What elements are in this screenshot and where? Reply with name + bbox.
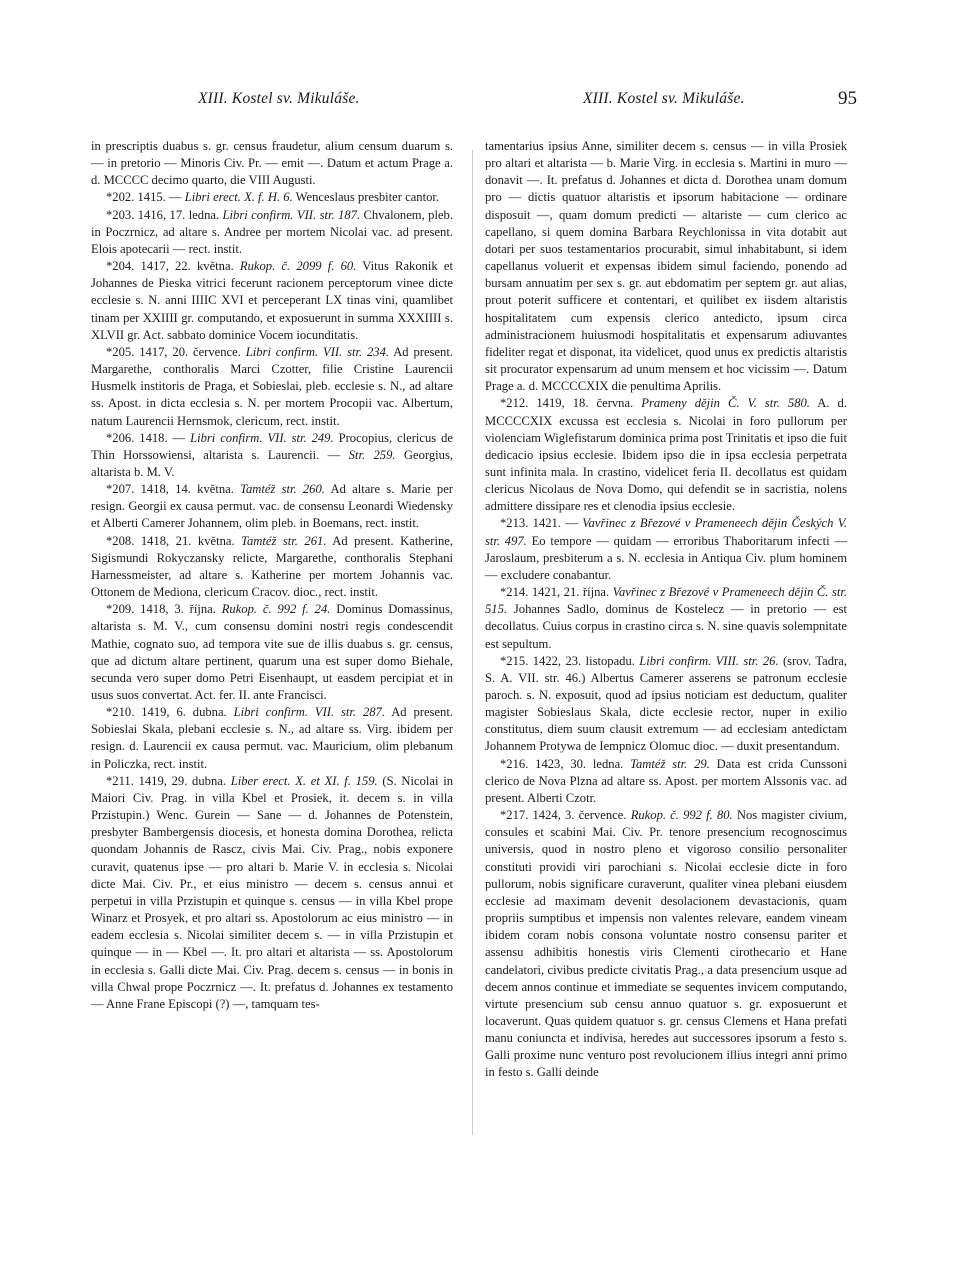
paragraph-p205 xyxy=(91,344,453,430)
text-run: (srov. Tadra, S. A. VII. str. 46.) Albertus Camerer asserens se patronum ecclesie paroch. s. N. exposuit, quod ad ipsius noticiam est deductum, qualiter magister Sobieslaus Skala, dicte ecclesie rector, nuper in exilio constitutus, diem suum clausit extremum — ad ecclesiam antedictam Johannem Protywa de Iempnicz Olomuc dioc. — duxit presentandum. xyxy=(485,653,847,754)
source-citation: Rukop. č. 2099 f. 60. xyxy=(239,259,357,274)
text-run: *217. 1424, 3. července. xyxy=(500,808,631,823)
column-divider xyxy=(472,150,473,1135)
text-run: *216. 1423, 30. ledna. xyxy=(500,756,631,771)
text-run: *211. 1419, 29. dubna. xyxy=(106,773,231,788)
paragraph-p215 xyxy=(485,653,847,756)
paragraph-p213 xyxy=(485,515,847,584)
paragraph-p214 xyxy=(485,584,847,653)
running-head-left: XIII. Kostel sv. Mikuláše. xyxy=(198,90,360,107)
paragraph-p209 xyxy=(91,601,453,704)
paragraph-p203 xyxy=(91,207,453,258)
text-run: in prescriptis duabus s. gr. census fraudetur, alium censum duarum s. — in pretorio — Minoris Civ. Pr. — emit —. Datum et actum Prage a. d. MCCCC decimo quarto, die VIII Augusti. xyxy=(91,139,453,188)
paragraph-p217 xyxy=(485,807,847,1082)
source-citation: Vavřinec z Březové v Prameneech dějin Č. str. 515. xyxy=(485,585,847,617)
text-run: *206. 1418. — xyxy=(106,430,191,445)
paragraph-p216 xyxy=(485,756,847,807)
paragraph-p212 xyxy=(485,395,847,515)
paragraph-p202 xyxy=(91,189,453,206)
source-citation: Tamtéž str. 260. xyxy=(240,482,325,497)
source-citation: Tamtéž str. 29. xyxy=(630,756,710,771)
source-citation: Rukop. č. 992 f. 80. xyxy=(630,808,733,823)
text-run: (S. Nicolai in Maiori Civ. Prag. in villa Kbel et Prosiek, it. decem s. in villa Przistupin.) Wenc. Gurein — Sane — d. Johannes de Potenstein, presbyter Bambergensis diocesis, et honesta domina Dorothea, relicta quondam Johannis de Rascz, civis Mai. Civ. Prag., nobis exponere curavit, quatenus ipse — pro altari b. Marie V. in ecclesia s. Nicolai dicte Mai. Civ. Pr., et eius ministro — decem s. census annui et perpetui in villa Przistupin et quinque s. census — in villa Kbel prope Winarz et Prosyek, et pro altari ss. Apostolorum ac eius ministro — in eadem ecclesia s. Nicolai similiter decem s. — in villa Przistupin et quinque — in — Kbel —. It. pro altari et altarista — ss. Apostolorum in ecclesia s. Galli dicte Mai. Civ. Prag. decem s. census — in bonis in villa Chwal prope Poczrnicz —. It. prefatus d. Johannes ex testamento — Anne Frane Episcopi (?) —, tamquam tes- xyxy=(91,773,454,1011)
text-run: Wenceslaus presbiter cantor. xyxy=(292,190,440,205)
text-run: Ad present. Sobieslai Skala, plebani ecclesie s. N., ad altare ss. Virg. ibidem per resign. d. Laurencii ex causa permut. vac. Mauricium, olim plebanum in Policzka, rect. instit. xyxy=(91,705,453,771)
right-text-column xyxy=(485,138,847,1082)
source-citation: Libri confirm. VII. str. 187. xyxy=(222,207,361,222)
source-citation: Libri confirm. VII. str. 287. xyxy=(233,705,385,720)
running-head-right: XIII. Kostel sv. Mikuláše. xyxy=(583,90,745,107)
text-run: *209. 1418, 3. října. xyxy=(106,602,222,617)
text-run: Chvalonem, pleb. in Poczrnicz, ad altare s. Andree per mortem Nicolai vac. ad present. Elois apotecarii — rect. instit. xyxy=(91,207,453,256)
text-run: Ad present. Margarethe, conthoralis Marci Czotter, filie Cristine Laurencii Husmelk institoris de Praga, et Sobieslai, pleb. ecclesie s. N., ad altare ss. Apost. in dicta ecclesia s. N. per mortem Procopii vac. Albertum, natum Laurencii Hernsmok, clericum, rect. instit. xyxy=(91,344,453,428)
text-run: tamentarius ipsius Anne, similiter decem s. census — in villa Prosiek pro altari et altarista — b. Marie Virg. in ecclesia s. Martini in muro — donavit —. It. prefatus d. Johannes et dicta d. Dorothea unam domum pro — dictis quatuor altaristis et ipsorum habitacione — ordinare disposuit —, quam domum predicti — altariste — cum clerico ac capellano, si quem domina Barbara Reychlonissa in vita dotabit aut dotari per suos testamentarios procurabit, simul inhabitabunt, si idem capellanus voluerit et expensas ibidem simul faciendo, ponendo ad bursam annuatim per sex s. gr. aut ebdomatim per septem gr. aut alias, prout poterit sufficere et contentari, et quilibet ex iisdem altaristis hospitalitatem cum expensis clerico antedicto, ipsum circa administracionem huiusmodi hospitalitatis et expensarum adiuvantes fideliter regat et disponat, ita videlicet, quod unus ex predictis altaristis sit procurator expensarum ad unum mensem et hoc vicissim —. Datum Prage a. d. MCCCCXIX die penultima Aprilis. xyxy=(485,139,847,394)
page-number: 95 xyxy=(838,88,857,109)
text-run: Johannes Sadlo, dominus de Kostelecz — in pretorio — est decollatus. Cuius corpus in crastino circa s. N. sine quavis solempnitate est sepultum. xyxy=(485,602,847,651)
source-citation: Libri confirm. VIII. str. 26. xyxy=(639,653,779,668)
source-citation: Rukop. č. 992 f. 24. xyxy=(221,602,331,617)
text-run: *210. 1419, 6. dubna. xyxy=(106,705,234,720)
paragraph-p204 xyxy=(91,258,453,344)
text-run: *214. 1421, 21. října. xyxy=(500,585,613,600)
text-run: Ad present. Katherine, Sigismundi Rokyczansky relicte, Margarethe, conthoralis Stephani Harnessmeister, ad altare s. Katherine per mortem Johannis vac. Ottonem de Mediona, clericum Cracov. dioc., rect. instit. xyxy=(91,533,453,600)
source-citation: Liber erect. X. et XI. f. 159. xyxy=(230,773,378,788)
text-run: *203. 1416, 17. ledna. xyxy=(106,207,223,222)
text-run: *202. 1415. — xyxy=(106,190,185,205)
source-citation: Libri erect. X. f. H. 6. xyxy=(184,190,293,205)
text-run: *204. 1417, 22. května. xyxy=(106,259,240,274)
paragraph-p206 xyxy=(91,430,453,481)
paragraph-p210 xyxy=(91,704,453,773)
text-run: *213. 1421. — xyxy=(500,516,583,531)
text-run: Eo tempore — quidam — erroribus Thaboritarum infecti — Jaroslaum, presbiterum a s. N. ecclesia in Antiqua Civ. plum hominem — excludere conabantur. xyxy=(485,533,847,582)
source-citation: Libri confirm. VII. str. 249. xyxy=(190,430,334,445)
text-run: *212. 1419, 18. června. xyxy=(500,396,642,411)
text-run: A. d. MCCCCXIX excussa est ecclesia s. Nicolai in foro pullorum per violenciam Wiglefistarum dominica prima post Trinitatis et ipso die fuit dedicacio ipsius ecclesie. Ibidem ipso die in ipsa ecclesia perpetrata sunt infinita mala. In crastino, videlicet feria II. decollatus est quidam clericus Nicolaus de Nova Domo, qui defendit se in sacristia, nolens admittere dissipare res et clenodia ipsius ecclesie. xyxy=(485,396,847,514)
text-run: Dominus Domassinus, altarista s. M. V., cum consensu domini nostri regis condescendit Mathie, cognato suo, ad tempora vite sue de illis duabus s. gr. census, que ad dictum altare pertinent, quarum una est super domo Biehale, secunda vero super domo Petri Eisenhaupt, ut easdem percipiat et in usus suos convertat. Act. fer. II. ante Francisci. xyxy=(91,602,453,702)
text-run: Ad altare s. Marie per resign. Georgii ex causa permut. vac. de consensu Leonardi Wiedensky et Alberti Camerer Johannem, olim pleb. in Boemans, rect. instit. xyxy=(91,482,453,531)
text-run: Vitus Rakonik et Johannes de Pieska vitrici fecerunt racionem perceptorum vinee dicte ecclesie s. N. anni IIIIC XVI et perceperant LX tinas vini, quamlibet tinam per XXIIII gr. computando, et exposuerunt in summa XXXIIII s. XLVII gr. Act. sabbato dominice Vocem iocunditatis. xyxy=(91,259,453,342)
source-citation: Vavřinec z Březové v Prameneech dějin Českých V. str. 497. xyxy=(485,516,847,548)
source-citation: Tamtéž str. 261. xyxy=(241,533,327,548)
text-run: *207. 1418, 14. května. xyxy=(106,482,241,497)
text-run: Data est crida Cunssoni clerico de Nova Plzna ad altare ss. Apost. per mortem Alssonis vac. ad present. Alberti Czotr. xyxy=(485,756,847,805)
paragraph-p207 xyxy=(91,481,453,532)
paragraph-p211c xyxy=(485,138,847,395)
text-run: Nos magister civium, consules et scabini Mai. Civ. Pr. tenore presencium recognoscimus universis, quod in nostro pleno et vigoroso consilio personaliter constituti providi viri parochiani s. Nicolai ecclesie dicte in foro pullorum, nobis significare curaverunt, qualiter vinea plebani eiusdem ecclesie ad maximam devenit desolacionem devastacionis, quam propriis sumptibus et impensis non valentes relevare, eandem vineam ibidem coram nobis consona voluntate nostro consensu pariter et assensu adhibitis honestis viris Clementi cirothecario et Hane candelatori, civibus predicte civitatis Prag., a data presencium usque ad decem annos continue et immediate se sequentes invicem computando, virtute presencium sub censu annuo quatuor s. gr. exposuerunt et locaverunt. Quas quidem quatuor s. gr. census Clemens et Hana prefati manu coniuncta et indivisa, heredes aut successores ipsorum a festo s. Galli proxime nunc venturo post revolucionem illius integri anni primo in festo s. Galli deinde xyxy=(485,808,847,1080)
source-citation: Str. 259. xyxy=(348,447,396,462)
text-run: *215. 1422, 23. listopadu. xyxy=(500,653,640,668)
paragraph-p208 xyxy=(91,533,453,602)
text-run: *208. 1418, 21. května. xyxy=(106,533,242,548)
paragraph-p211 xyxy=(91,773,453,1013)
text-run: Georgius, altarista b. M. V. xyxy=(91,447,453,479)
source-citation: Libri confirm. VII. str. 234. xyxy=(245,344,390,359)
left-text-column xyxy=(91,138,453,1013)
source-citation: Prameny dějin Č. V. str. 580. xyxy=(641,396,810,411)
text-run: *205. 1417, 20. července. xyxy=(106,344,246,359)
paragraph-p1 xyxy=(91,138,453,189)
text-run: Procopius, clericus de Thin Horssowiensi, altarista s. Laurencii. — xyxy=(91,430,453,462)
